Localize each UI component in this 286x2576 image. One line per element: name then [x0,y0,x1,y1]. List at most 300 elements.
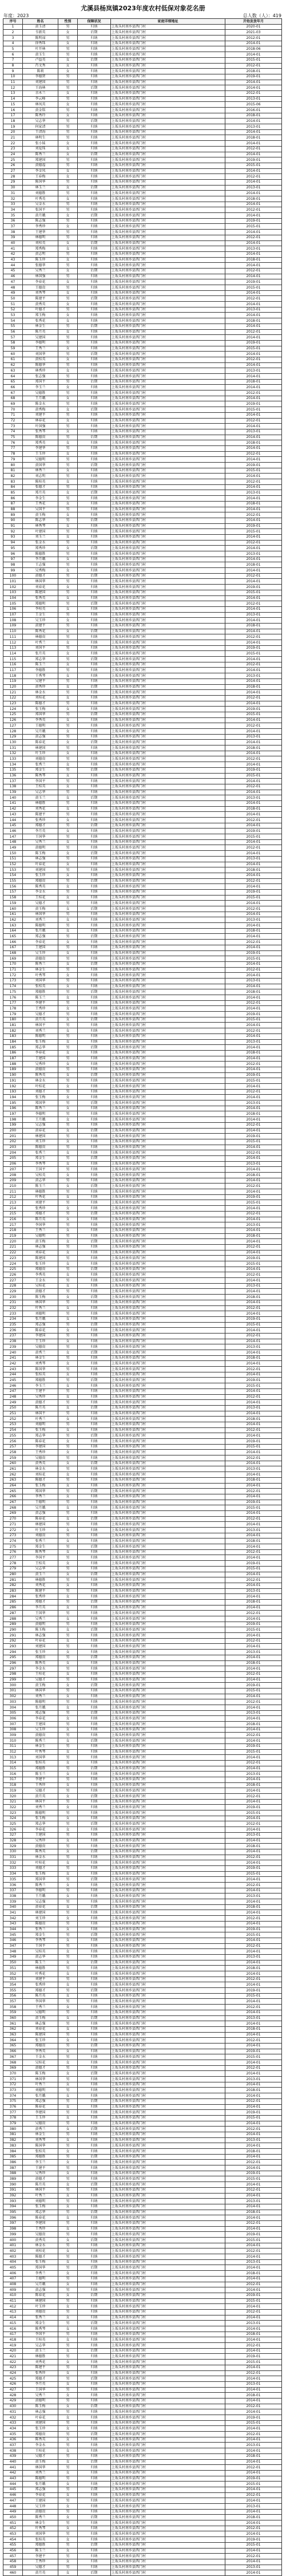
cell-address: 上坂头村南乡县西门村 [111,657,225,662]
cell-name: 吴玉珍 [23,950,58,956]
cell-name: 吴志强 [23,1122,58,1128]
cell-start-date: 2012-01 [225,268,282,274]
cell-start-date: 2014-01 [225,1849,282,1855]
cell-address: 上坂头村南乡县西门村 [111,767,225,773]
cell-index: 408 [3,2282,23,2287]
table-row [3,1577,282,1583]
cell-gender: 男 [58,191,78,196]
cell-start-date: 2012-01 [225,1272,282,1278]
table-row [3,1056,282,1062]
cell-address: 上坂头村南乡县西门村 [111,1838,225,1844]
cell-start-date: 2014-01 [225,1461,282,1466]
cell-start-date: 2015-01 [225,1383,282,1389]
cell-name: 王建平 [23,2165,58,2171]
cell-status: 归纳 [78,2005,111,2010]
table-row [3,2026,282,2032]
cell-status: 归纳 [78,2121,111,2127]
cell-index: 261 [3,1466,23,1472]
cell-gender: 男 [58,340,78,346]
cell-start-date: 2018-01 [225,684,282,690]
table-row [3,2542,282,2548]
cell-name: 陈玉兰 [23,1184,58,1189]
cell-name: 刘建国 [23,2420,58,2426]
cell-name: 李国华 [23,1999,58,2005]
cell-start-date: 2013-01 [225,1405,282,1411]
cell-name: 王德明 [23,2276,58,2282]
table-row [3,1777,282,1782]
cell-index: 26 [3,163,23,168]
cell-gender: 男 [58,1766,78,1772]
table-row [3,1722,282,1727]
cell-status: 后期 [78,989,111,995]
table-row [3,1893,282,1899]
cell-address: 上坂头村南乡县西门村 [111,424,225,429]
cell-status: 归纳 [78,2548,111,2554]
cell-index: 3 [3,35,23,41]
table-row [3,1860,282,1866]
cell-index: 344 [3,1927,23,1932]
cell-start-date: 2013-01 [225,917,282,923]
cell-gender: 男 [58,2398,78,2404]
cell-gender: 男 [58,2287,78,2293]
cell-index: 96 [3,551,23,557]
cell-address: 上坂头村南乡县西门村 [111,163,225,168]
cell-name: 刘建国 [23,80,58,85]
cell-start-date: 2014-01 [225,2215,282,2221]
cell-gender: 男 [58,2343,78,2349]
cell-start-date: 2014-01 [225,2437,282,2443]
cell-name: 叶春花 [23,2415,58,2421]
cell-status: 归纳 [78,1256,111,1261]
cell-name: 陈玉梅 [23,851,58,857]
cell-gender: 女 [58,1039,78,1045]
cell-index: 190 [3,1072,23,1078]
cell-status: 归纳 [78,1549,111,1555]
cell-address: 上坂头村南乡县西门村 [111,113,225,119]
cell-name: 李建平 [23,1000,58,1006]
cell-address: 上坂头村南乡县西门村 [111,2149,225,2155]
table-row [3,856,282,862]
table-row [3,1244,282,1250]
cell-index: 118 [3,673,23,679]
cell-gender: 女 [58,2082,78,2088]
cell-start-date: 2013-01 [225,2259,282,2265]
cell-gender: 女 [58,1605,78,1611]
table-row [3,1239,282,1245]
table-row [3,2465,282,2471]
cell-address: 上坂头村南乡县西门村 [111,2187,225,2193]
cell-start-date: 2012-01 [225,35,282,41]
cell-start-date: 2014-01 [225,1727,282,1733]
cell-status: 归纳 [78,1084,111,1090]
table-row [3,213,282,219]
cell-start-date: 2012-01 [225,2465,282,2471]
table-row [3,1960,282,1966]
cell-start-date: 2018-01 [225,1599,282,1605]
cell-index: 77 [3,445,23,451]
cell-start-date: 2012-01 [225,1821,282,1827]
table-row [3,1466,282,1472]
cell-gender: 女 [58,268,78,274]
table-row [3,2448,282,2454]
cell-start-date: 2012-01 [225,1855,282,1860]
table-row [3,1838,282,1844]
cell-gender: 男 [58,912,78,917]
table-row [3,967,282,973]
cell-gender: 女 [58,795,78,801]
cell-status: 归纳 [78,2504,111,2510]
table-row [3,1394,282,1400]
cell-start-date: 2014-01 [225,1300,282,1305]
cell-address: 上坂头村南乡县西门村 [111,1794,225,1800]
table-row [3,2210,282,2215]
cell-gender: 男 [58,352,78,357]
table-row [3,546,282,551]
cell-gender: 男 [58,401,78,407]
table-row [3,1211,282,1217]
cell-status: 归纳 [78,340,111,346]
cell-status: 归纳 [78,1777,111,1782]
cell-start-date: 2014-01 [225,1361,282,1367]
cell-name: 陈秀兰 [23,2515,58,2520]
cell-index: 284 [3,1594,23,1600]
cell-start-date: 2014-01 [225,812,282,818]
cell-gender: 男 [58,1566,78,1572]
cell-address: 上坂头村南乡县西门村 [111,1383,225,1389]
cell-name: 黄秀兰 [23,2127,58,2132]
cell-status: 归纳 [78,263,111,269]
cell-start-date: 2013-01 [225,1466,282,1472]
cell-status: 归纳 [78,1910,111,1916]
cell-start-date: 2019-01 [225,645,282,651]
cell-address: 上坂头村南乡县西门村 [111,168,225,174]
table-row [3,346,282,352]
cell-start-date: 2015-01 [225,1322,282,1328]
cell-status: 归纳 [78,701,111,707]
cell-start-date: 2018-01 [225,196,282,202]
cell-status: 归纳 [78,2393,111,2399]
cell-address: 上坂头村南乡县西门村 [111,263,225,269]
cell-index: 433 [3,2420,23,2426]
cell-gender: 女 [58,1993,78,1999]
table-row [3,2049,282,2054]
cell-gender: 男 [58,457,78,463]
cell-start-date: 2014-01 [225,2337,282,2343]
table-row [3,1821,282,1827]
table-row [3,1533,282,1539]
table-row [3,1134,282,1139]
table-row [3,474,282,479]
cell-start-date: 2014-01 [225,2204,282,2210]
cell-name: 刘秀兰 [23,1805,58,1810]
cell-gender: 女 [58,1328,78,1334]
cell-name: 郑国华 [23,2265,58,2271]
table-row [3,595,282,601]
cell-gender: 女 [58,1938,78,1943]
cell-index: 439 [3,2453,23,2459]
cell-index: 332 [3,1860,23,1866]
cell-name: 王金生 [23,612,58,618]
cell-address: 上坂头村南乡县西门村 [111,1339,225,1344]
cell-name: 张月娥 [23,1705,58,1711]
table-row [3,2098,282,2104]
table-row [3,368,282,374]
cell-status: 归纳 [78,418,111,424]
cell-name: 林志强 [23,2021,58,2027]
table-row [3,1455,282,1461]
cell-gender: 女 [58,468,78,474]
cell-index: 203 [3,1145,23,1150]
cell-name: 林德明 [23,235,58,240]
cell-index: 315 [3,1766,23,1772]
cell-name: 吴国平 [23,507,58,512]
cell-status: 后期 [78,657,111,662]
cell-address: 上坂头村南乡县西门村 [111,790,225,795]
cell-start-date: 2014-01 [225,2559,282,2565]
cell-name: 张月英 [23,651,58,657]
cell-index: 98 [3,562,23,568]
cell-status: 后期 [78,573,111,579]
cell-name: 林春花 [23,418,58,424]
table-row [3,1300,282,1305]
cell-start-date: 2014-01 [225,496,282,502]
cell-gender: 男 [58,1189,78,1195]
cell-status: 归纳 [78,290,111,296]
cell-status: 归纳 [78,2176,111,2182]
cell-address: 上坂头村南乡县西门村 [111,1916,225,1922]
table-row [3,1344,282,1350]
cell-index: 234 [3,1316,23,1322]
cell-name: 林国华 [23,579,58,585]
cell-gender: 男 [58,2276,78,2282]
cell-start-date: 2018-01 [225,1111,282,1117]
cell-gender: 女 [58,152,78,157]
cell-index: 242 [3,1361,23,1367]
cell-address: 上坂头村南乡县西门村 [111,684,225,690]
table-row [3,2199,282,2204]
cell-index: 385 [3,2154,23,2160]
cell-gender: 男 [58,989,78,995]
cell-status: 归纳 [78,2220,111,2226]
cell-start-date: 2015-01 [225,2054,282,2060]
table-row [3,2187,282,2193]
cell-index: 197 [3,1111,23,1117]
cell-start-date: 2012-01 [225,540,282,546]
cell-start-date: 2018-01 [225,2088,282,2093]
cell-gender: 男 [58,2187,78,2193]
cell-gender: 女 [58,1549,78,1555]
cell-name: 黄德才 [23,1289,58,1295]
table-row [3,1427,282,1433]
cell-start-date: 2012-01 [225,1000,282,1006]
table-row [3,479,282,485]
table-row [3,995,282,1001]
cell-start-date: 2012-01 [225,390,282,396]
cell-gender: 女 [58,1904,78,1910]
cell-address: 上坂头村南乡县西门村 [111,274,225,279]
cell-status: 后期 [78,1322,111,1328]
cell-address: 上坂头村南乡县西门村 [111,1583,225,1588]
cell-address: 上坂头村南乡县西门村 [111,1483,225,1489]
table-row [3,1017,282,1023]
cell-status: 归纳 [78,2259,111,2265]
cell-address: 上坂头村南乡县西门村 [111,1261,225,1267]
cell-name: 叶秀兰 [23,2082,58,2088]
cell-gender: 女 [58,146,78,152]
cell-gender: 女 [58,346,78,352]
cell-index: 366 [3,2049,23,2054]
cell-start-date: 2015-01 [225,1749,282,1755]
cell-status: 归纳 [78,2054,111,2060]
cell-start-date: 2015-01 [225,2542,282,2548]
cell-gender: 男 [58,230,78,235]
cell-status: 归纳 [78,645,111,651]
cell-start-date: 2013-01 [225,1832,282,1838]
table-row [3,973,282,979]
cell-address: 上坂头村南乡县西门村 [111,1749,225,1755]
table-row [3,1388,282,1394]
cell-gender: 女 [58,1350,78,1356]
cell-address: 上坂头村南乡县西门村 [111,1417,225,1422]
cell-name: 张秀兰 [23,1539,58,1544]
cell-status: 归纳 [78,451,111,457]
cell-start-date: 2015-01 [225,529,282,535]
cell-status: 后期 [78,435,111,440]
cell-start-date: 2014-01 [225,961,282,967]
table-row [3,224,282,230]
cell-status: 归纳 [78,1472,111,1478]
cell-start-date: 2012-01 [225,2432,282,2437]
cell-index: 6 [3,52,23,58]
cell-address: 上坂头村南乡县西门村 [111,1194,225,1200]
cell-name: 刘秀琴 [23,290,58,296]
cell-start-date: 2019-01 [225,2171,282,2176]
cell-index: 343 [3,1921,23,1927]
cell-start-date: 2013-01 [225,2199,282,2204]
cell-gender: 男 [58,834,78,840]
cell-address: 上坂头村南乡县西门村 [111,2348,225,2354]
table-row [3,2271,282,2277]
cell-gender: 男 [58,1599,78,1605]
cell-start-date: 2018-01 [225,440,282,446]
cell-address: 上坂头村南乡县西门村 [111,795,225,801]
cell-status: 归纳 [78,1444,111,1450]
cell-status: 归纳 [78,2415,111,2421]
cell-status: 归纳 [78,678,111,684]
cell-index: 233 [3,1311,23,1317]
cell-start-date: 2014-01 [225,1572,282,1577]
table-row [3,1594,282,1600]
cell-index: 286 [3,1605,23,1611]
cell-name: 张志强 [23,374,58,380]
cell-index: 150 [3,851,23,857]
table-row [3,1561,282,1567]
table-row [3,1023,282,1028]
cell-gender: 女 [58,1084,78,1090]
cell-index: 119 [3,678,23,684]
cell-start-date: 2019-01 [225,1316,282,1322]
cell-status: 归纳 [78,1999,111,2005]
cell-index: 377 [3,2110,23,2116]
cell-index: 341 [3,1910,23,1916]
cell-gender: 男 [58,1455,78,1461]
table-row [3,562,282,568]
cell-index: 24 [3,152,23,157]
cell-gender: 女 [58,1461,78,1466]
cell-name: 陈春花 [23,1328,58,1334]
cell-start-date: 2014-01 [225,779,282,784]
cell-index: 135 [3,767,23,773]
cell-index: 208 [3,1173,23,1178]
cell-address: 上坂头村南乡县西门村 [111,2204,225,2210]
cell-gender: 女 [58,1305,78,1311]
cell-index: 338 [3,1893,23,1899]
table-row [3,1173,282,1178]
cell-name: 吴德才 [23,1788,58,1794]
cell-start-date: 2012-01 [225,1943,282,1949]
cell-name: 王桂英 [23,1561,58,1567]
cell-start-date: 2013-01 [225,124,282,130]
cell-status: 归纳 [78,2398,111,2404]
cell-index: 99 [3,568,23,574]
cell-name: 张国平 [23,207,58,213]
cell-gender: 女 [58,1405,78,1411]
cell-gender: 男 [58,1899,78,1905]
cell-index: 57 [3,335,23,341]
cell-start-date: 2014-01 [225,2243,282,2248]
cell-address: 上坂头村南乡县西门村 [111,335,225,341]
cell-gender: 女 [58,1383,78,1389]
cell-name: 陈明禄 [23,35,58,41]
cell-status: 归纳 [78,1200,111,1206]
cell-index: 331 [3,1855,23,1860]
cell-start-date: 2018-01 [225,2210,282,2215]
cell-index: 415 [3,2321,23,2326]
cell-status: 归纳 [78,1194,111,1200]
cell-name: 刘建平 [23,1977,58,1982]
cell-status: 归纳 [78,1671,111,1677]
cell-gender: 女 [58,1272,78,1278]
cell-status: 归纳 [78,191,111,196]
cell-index: 202 [3,1139,23,1145]
cell-name: 刘德胜 [23,191,58,196]
cell-gender: 男 [58,2088,78,2093]
cell-address: 上坂头村南乡县西门村 [111,2210,225,2215]
cell-status: 归纳 [78,1028,111,1034]
cell-start-date: 2013-01 [225,1588,282,1594]
cell-name: 黄月英 [23,1017,58,1023]
cell-gender: 女 [58,1439,78,1445]
table-row [3,424,282,429]
cell-address: 上坂头村南乡县西门村 [111,751,225,756]
table-row [3,523,282,529]
table-row [3,1733,282,1738]
cell-start-date: 2015-01 [225,346,282,352]
cell-status: 归纳 [78,1916,111,1922]
table-row [3,618,282,624]
cell-index: 436 [3,2437,23,2443]
table-row [3,412,282,418]
cell-index: 446 [3,2492,23,2498]
cell-gender: 女 [58,906,78,912]
cell-name: 吴秀梅 [23,568,58,574]
cell-start-date: 2015-01 [225,895,282,901]
cell-address: 上坂头村南乡县西门村 [111,1788,225,1794]
cell-name: 郑金生 [23,1544,58,1550]
cell-start-date: 2013-01 [225,1710,282,1716]
cell-name: 陈月英 [23,329,58,335]
cell-status: 归纳 [78,834,111,840]
